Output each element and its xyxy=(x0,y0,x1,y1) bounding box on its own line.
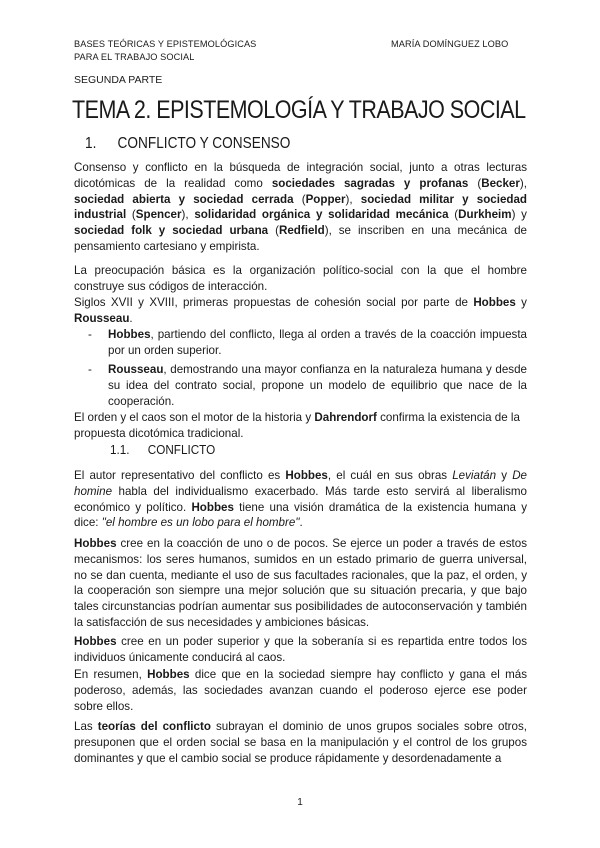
section-heading-1-1 xyxy=(110,442,215,457)
running-header-course xyxy=(74,38,256,64)
part-label: SEGUNDA PARTE xyxy=(74,74,163,86)
section-title: CONFLICTO Y CONSENSO xyxy=(117,135,291,152)
section-heading-1 xyxy=(85,135,290,153)
header-course-line1: BASES TEÓRICAS Y EPISTEMOLÓGICAS xyxy=(74,39,257,49)
paragraph-autor-conflicto: El autor representativo del conflicto es Hobbes, el cuál en sus obras Leviatán y De homine habla del individualismo exacerbado. Más tarde esto servirá al liberalismo económico y político. Hobbes tiene una visión dramática de la existencia humana y dice: "el hombre es un lobo para el hombre". xyxy=(74,469,528,530)
section-number: 1. xyxy=(85,135,97,152)
list-item-rousseau: - Rousseau, demostrando una mayor confianza en la naturaleza humana y desde su idea del contrato social, propone un modelo de equilibrio que nace de la cooperación. xyxy=(88,363,527,408)
page-title: TEMA 2. EPISTEMOLOGÍA Y TRABAJO SOCIAL xyxy=(72,96,526,124)
paragraph-orden-caos: El orden y el caos son el motor de la historia y Dahrendorf confirma la existencia de la propuesta dicotómica tradicional. xyxy=(74,411,520,440)
running-header-author: MARÍA DOMÍNGUEZ LOBO xyxy=(391,39,509,49)
paragraph-coaccion: Hobbes cree en la coacción de uno o de pocos. Se ejerce un poder a través de estos mecanismos: los seres humanos, sumidos en un estado primario de guerra universal, no se dan cuenta, mediante el uso de sus facultades racionales, que la paz, el orden, y la cooperación son siempre una mejor solución que su situación precaria, y que bajo tales circunstancias podrían aumentar sus posibilidades de autoconservación y también la satisfacción de sus necesidades y ambiciones básicas. xyxy=(74,537,527,629)
subsection-number: 1.1. xyxy=(110,442,130,457)
paragraph-siglos: Siglos XVII y XVIII, primeras propuestas de cohesión social por parte de Hobbes y Rousseau. xyxy=(74,296,527,325)
list-bullet: - xyxy=(88,328,92,341)
subsection-title: CONFLICTO xyxy=(147,442,216,457)
paragraph-poder-superior: Hobbes cree en un poder superior y que la soberanía si es repartida entre todos los individuos únicamente conducirá al caos. xyxy=(74,635,527,664)
paragraph-preocupacion: La preocupación básica es la organización político-social con la que el hombre construye sus códigos de interacción. xyxy=(74,264,527,293)
paragraph-consenso: Consenso y conflicto en la búsqueda de integración social, junto a otras lecturas dicotómicas de la realidad como sociedades sagradas y profanas (Becker), sociedad abierta y sociedad cerrada (Popper), sociedad militar y sociedad industrial (Spencer), solidaridad orgánica y solidaridad mecánica (Durkheim) y sociedad folk y sociedad urbana (Redfield), se inscriben en una mecánica de pensamiento cartesiano y empirista. xyxy=(74,161,527,253)
paragraph-teorias-conflicto: Las teorías del conflicto subrayan el dominio de unos grupos sociales sobre otros, presuponen que el orden social se basa en la manipulación y el control de los grupos dominantes y que el cambio social se produce rápidamente y desordenadamente a xyxy=(74,720,527,765)
page-number: 1 xyxy=(297,797,303,808)
paragraph-resumen: En resumen, Hobbes dice que en la sociedad siempre hay conflicto y gana el más poderoso, además, las sociedades avanzan cuando el poderoso ejerce ese poder sobre ellos. xyxy=(74,668,527,713)
header-course-line2: PARA EL TRABAJO SOCIAL xyxy=(74,52,195,62)
list-bullet: - xyxy=(88,363,92,376)
list-item-hobbes: - Hobbes, partiendo del conflicto, llega al orden a través de la coacción impuesta por un orden superior. xyxy=(88,328,527,357)
